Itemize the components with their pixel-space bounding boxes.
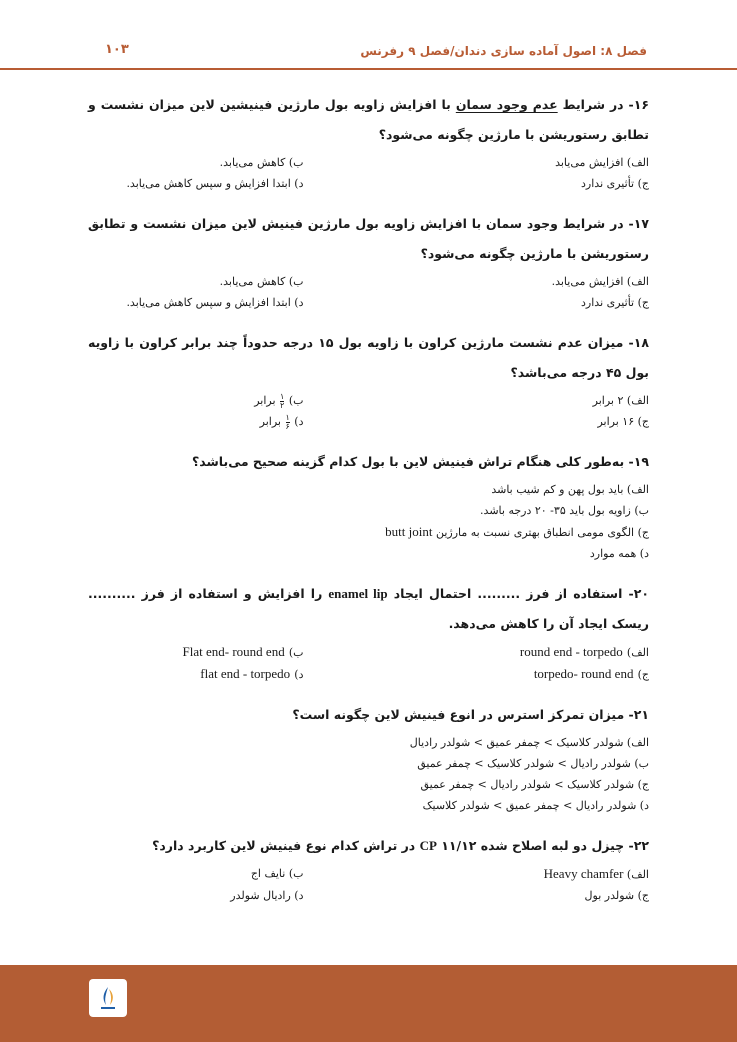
option-a: الف) ۲ برابر <box>592 394 649 407</box>
option-c: ج) تأثیری ندارد <box>581 296 649 309</box>
options-grid <box>88 152 649 194</box>
options-grid <box>88 271 649 313</box>
option-b: ب) کاهش می‌یابد. <box>219 275 304 288</box>
question-18 <box>88 328 649 432</box>
question-19 <box>88 447 649 564</box>
options-grid <box>88 641 649 685</box>
option-a: الف) باید بول پهن و کم شیب باشد <box>491 483 649 496</box>
option-b: ب) زاویه بول باید ۳۵- ۲۰ درجه باشد. <box>480 504 649 517</box>
page-content <box>88 90 649 921</box>
option-d: د) ابتدا افزایش و سپس کاهش می‌یابد. <box>126 296 304 309</box>
fraction: $\frac{۱}{۶}$ <box>285 412 290 431</box>
option-d: د) ابتدا افزایش و سپس کاهش می‌یابد. <box>126 177 304 190</box>
question-text: ۲۰- استفاده از فرز ......... احتمال ایجاد enamel lip را افزایش و استفاده از فرز .......... ریسک ایجاد آن را کاهش می‌دهد. <box>88 586 649 631</box>
option-c: ج) شولدر بول <box>584 889 649 902</box>
option-c: ج) الگوی مومی انطباق بهتری نسبت به مارژین butt joint <box>385 524 649 539</box>
option-b: ب) کاهش می‌یابد. <box>219 156 304 169</box>
option-a: الف) Heavy chamfer <box>543 866 649 881</box>
option-b: ب) نایف اج <box>250 867 304 880</box>
option-b: ب) Flat end- round end <box>182 644 304 659</box>
option-a: الف) افزایش می‌یابد. <box>551 275 649 288</box>
question-text: ۱۷- در شرایط وجود سمان با افزایش زاویه بول مارژین فینیش لاین میزان نشست و تطابق رستوریشن با مارژین چگونه می‌شود؟ <box>88 216 649 261</box>
options-list <box>88 479 649 564</box>
option-c: ج) شولدر کلاسیک > شولدر رادیال > چمفر عمیق <box>420 778 649 791</box>
option-c: ج) ۱۶ برابر <box>597 415 649 428</box>
options-grid <box>88 390 649 432</box>
option-c: ج) تأثیری ندارد <box>581 177 649 190</box>
question-text: ۱۶- در شرایط عدم وجود سمان با افزایش زاویه بول مارژین فینیشین لاین میزان نشست و تطابق رستوریشن با مارژین چگونه می‌شود؟ <box>88 97 649 142</box>
option-b: ب) $\frac{۱}{۲}$ برابر <box>254 391 304 410</box>
options-list <box>88 732 649 816</box>
option-c: ج) torpedo- round end <box>533 666 649 681</box>
option-d: د) همه موارد <box>589 547 649 560</box>
page-header <box>0 0 737 70</box>
option-b: ب) شولدر رادیال > شولدر کلاسیک > چمفر عمیق <box>417 757 649 770</box>
page-footer <box>0 965 737 1042</box>
question-16 <box>88 90 649 194</box>
publisher-logo-icon <box>89 979 127 1017</box>
question-17 <box>88 209 649 313</box>
question-22 <box>88 831 649 906</box>
option-d: د) $\frac{۱}{۶}$ برابر <box>259 412 304 431</box>
question-20 <box>88 579 649 685</box>
option-d: د) شولدر رادیال > چمفر عمیق > شولدر کلاسیک <box>422 799 649 812</box>
page-number: ۱۰۳ <box>105 42 129 57</box>
options-grid <box>88 863 649 906</box>
option-a: الف) افزایش می‌یابد <box>555 156 649 169</box>
question-21 <box>88 700 649 816</box>
fraction: $\frac{۱}{۲}$ <box>280 391 285 410</box>
chapter-title: فصل ۸: اصول آماده سازی دندان/فصل ۹ رفرنس <box>360 44 647 58</box>
option-a: الف) round end - torpedo <box>519 644 649 659</box>
option-a: الف) شولدر کلاسیک > چمفر عمیق > شولدر رادیال <box>409 736 649 749</box>
question-text: ۱۹- به‌طور کلی هنگام تراش فینیش لاین با بول کدام گزینه صحیح می‌باشد؟ <box>192 454 649 469</box>
question-text: ۲۱- میزان تمرکز استرس در انوع فینیش لاین چگونه است؟ <box>292 707 649 722</box>
option-d: د) flat end - torpedo <box>200 666 304 681</box>
question-text: ۲۲- چیزل دو لبه اصلاح شده ۱۱/۱۲ CP در تراش کدام نوع فینیش لاین کاربرد دارد؟ <box>152 838 649 853</box>
option-d: د) رادیال شولدر <box>230 889 304 902</box>
question-text: ۱۸- میزان عدم نشست مارژین کراون با زاویه بول ۱۵ درجه حدوداً چند برابر کراون با زاویه بول ۴۵ درجه می‌باشد؟ <box>88 335 649 380</box>
